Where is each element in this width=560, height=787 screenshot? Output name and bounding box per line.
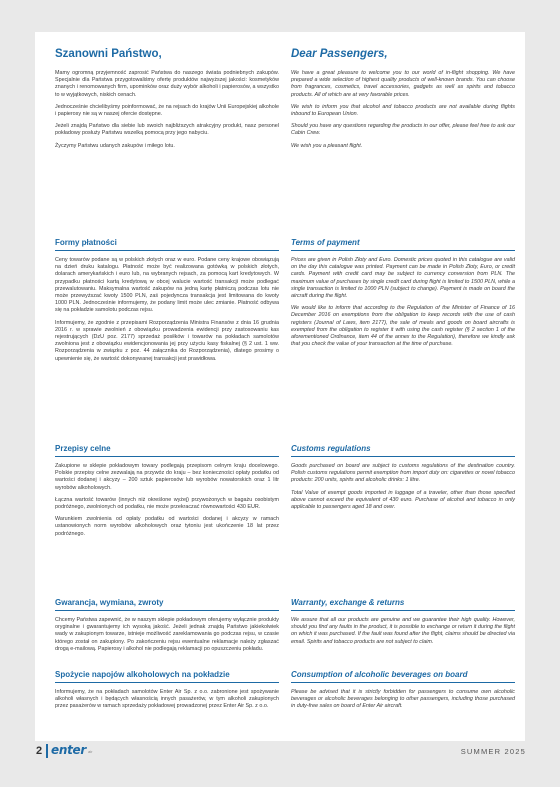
section-paragraph: Total Value of exempt goods imported in luggage of a traveler, other than those specified above cannot exceed the equivalent of 430 euro. Purchase of alcohol and tobacco in only applicable to passengers aged 18 and over. bbox=[291, 489, 515, 511]
section-paragraph: Zakupione w sklepie pokładowym towary podlegają przepisom celnym kraju docelowego. Polskie przepisy celne zezwalają na przywóz do kraju – bez konieczności opłaty podatku od wartości dodanej i akcyzy – 200 sztuk papierosów lub wyrobów nowatorskich oraz 1 litr wyrobów alkoholowych. bbox=[55, 463, 279, 491]
english-alcohol-section bbox=[291, 670, 515, 716]
polish-customs-section bbox=[55, 444, 279, 543]
polish-intro-paragraph: Jednocześnie chcielibyśmy poinformować, że na rejsach do krajów Unii Europejskiej alkohole i papierosy nie są w naszej ofercie dostępne. bbox=[55, 103, 279, 118]
polish-intro-paragraph: Jeżeli znajdą Państwo dla siebie lub swoich najbliższych atrakcyjny produkt, nasz personel pokładowy posłuży Państwu wszelką pomocą przy jego nabyciu. bbox=[55, 123, 279, 137]
page-number: 2 bbox=[36, 745, 43, 757]
section-paragraph: Warunkiem zwolnienia od opłaty podatku od wartości dodanej i akcyzy w ramach ustanowionych norm wyrobów alkoholowych oraz tytoniu jest ukończenie 18 lat przez podróżnego. bbox=[55, 516, 279, 537]
section-heading: Terms of payment bbox=[291, 238, 515, 251]
section-paragraph: Goods purchased on board are subject to customs regulations of the destination country. Polish customs regulations permit exemption from import duty on: cigarettes or novel tobacco products: 200 units, spirits and alcoholic drinks: 1 litre. bbox=[291, 463, 515, 484]
section-paragraph: Ceny towarów podane są w polskich złotych oraz w euro. Podane ceny krajowe obowiązują na dzień druku katalogu. Płatność może być realizowana gotówką w polskich złotych, dolarach amerykańskich i euro lub, na wybranych rejsach, za pomocą kart kredytowych. W przypadku płatności kartą kredytową w obcej walucie wartość transakcji może podlegać przewalutowaniu. Maksymalna wartość zakupów na jedną kartę płatniczą podczas lotu nie może przewyższać kwoty 1500 PLN, zaś pojedyncza transakcja jest limitowana do kwoty 1000 PLN. Jednocześnie informujemy, że podany limit może ulec zmianie. Płatność odbywa się na pokładzie samolotu podczas rejsu. bbox=[55, 257, 279, 314]
section-paragraph: We assure that all our products are genuine and we guarantee their high quality. However, should you find any faults in the product, it is possible to exchange or return it during the flight on which it was purchased. If the fault was found after the flight, claims should be directed via email. Spirits and tobacco products are not subject to claim. bbox=[291, 617, 515, 645]
section-heading: Customs regulations bbox=[291, 444, 515, 457]
page-footer bbox=[36, 744, 526, 760]
polish-payment-section bbox=[55, 238, 279, 368]
english-intro-paragraph: We have a great pleasure to welcome you to our world of in-flight shopping. We have prepared a wide selection of highest quality products of well-known brands. You can choose from fragrances, cosmetics, travel accessories, gadgets as well as spirits and tobacco products. All of which are at very favorable prices. bbox=[291, 70, 515, 98]
section-paragraph: Chcemy Państwa zapewnić, że w naszym sklepie pokładowym oferujemy wyłącznie produkty oryginalne i gwarantujemy ich wysoką jakość. Jeżeli jednak znajdą Państwo jakiekolwiek wady w zakupionym towarze, istnieje możliwość zareklamowania go podczas rejsu, w czasie którego został on zakupiony. Po zakończeniu rejsu ewentualne reklamacje należy zgłaszać drogą e-mailową. Papierosy i alkohol nie podlegają reklamacji po opuszczeniu pokładu. bbox=[55, 617, 279, 652]
polish-alcohol-section bbox=[55, 670, 279, 716]
polish-intro-paragraph: Życzymy Państwu udanych zakupów i miłego lotu. bbox=[55, 142, 175, 149]
section-heading: Gwarancja, wymiana, zwroty bbox=[55, 598, 279, 611]
english-payment-section bbox=[291, 238, 515, 353]
english-intro-paragraph: Should you have any questions regarding the products in our offer, please feel free to ask our Cabin Crew. bbox=[291, 123, 515, 137]
enter-air-logo-sub: air bbox=[88, 749, 93, 754]
polish-warranty-section bbox=[55, 598, 279, 658]
section-paragraph: Informujemy, że zgodnie z przepisami Rozporządzenia Ministra Finansów z dnia 16 grudnia 2016 r. w sprawie zwolnień z obowiązku prowadzenia ewidencji przy zastosowaniu kas rejestrujących (DzU poz. 2177) sprzedaż posiłków i towarów na pokładach samolotów zwolniona jest z obowiązku ewidencjonowania jej przy użyciu kasy fiskalnej (§ 2 ust. 1 ww. Rozporządzenia w związku z poz. 44 załącznika do Rozporządzenia), dlatego prosimy o upewnienie się, że wartość dokonywanej transakcji jest prawidłowa. bbox=[55, 319, 279, 362]
section-paragraph: Prices are given in Polish Złoty and Euro. Domestic prices quoted in this catalogue are valid on the day this catalogue was printed. Payment can be made in Polish Złoty, Euro, or credit cards. Payment with credit card may be subject to currency conversion from PLN. The maximum value of purchases by single credit card during flight is limited to 1500 PLN, while a single transaction is limited to 1000 PLN (subject to change). Payment is made on board the aircraft during the flight. bbox=[291, 257, 515, 300]
enter-air-logo: enter bbox=[51, 743, 86, 757]
english-warranty-section bbox=[291, 598, 515, 651]
section-heading: Formy płatności bbox=[55, 238, 279, 251]
english-customs-section bbox=[291, 444, 515, 516]
section-heading: Spożycie napojów alkoholowych na pokładzie bbox=[55, 670, 279, 683]
footer-divider bbox=[46, 744, 48, 758]
catalogue-page bbox=[35, 32, 525, 741]
section-heading: Warranty, exchange & returns bbox=[291, 598, 515, 611]
polish-column bbox=[55, 48, 279, 710]
polish-intro-paragraph: Mamy ogromną przyjemność zaprosić Państwa do naszego świata podniebnych zakupów. Specjalnie dla Państwa przygotowaliśmy ofertę produktów najwyższej jakości: kosmetyków znanych i renomowanych firm, upominków oraz duży wybór alkoholi i papierosów, a wszystko to w wyjątkowych, niskich cenach. bbox=[55, 70, 279, 98]
section-paragraph: Informujemy, że na pokładach samolotów Enter Air Sp. z o.o. zabronione jest spożywanie alkoholi własnych i będących własnością innych pasażerów, w tym alkoholi zakupionych przez pasażerów w ramach sprzedaży pokładowej prowadzonej przez Enter Air Sp. z o.o. bbox=[55, 689, 279, 710]
english-greeting-title: Dear Passengers, bbox=[291, 48, 388, 60]
english-intro-paragraph: We wish you a pleasant flight. bbox=[291, 142, 363, 149]
english-intro-paragraph: We wish to inform you that alcohol and tobacco products are not available during flights inbound to European Union. bbox=[291, 103, 515, 118]
polish-greeting-title: Szanowni Państwo, bbox=[55, 48, 162, 60]
edition-label: SUMMER 2025 bbox=[460, 747, 526, 756]
section-heading: Consumption of alcoholic beverages on board bbox=[291, 670, 515, 683]
section-paragraph: Łączna wartość towarów (innych niż określone wyżej) przywożonych w bagażu osobistym podróżnego, zwolnionych od podatku, nie może przekraczać równowartości 430 EUR. bbox=[55, 496, 279, 511]
section-heading: Przepisy celne bbox=[55, 444, 279, 457]
english-column bbox=[291, 48, 515, 710]
section-paragraph: We would like to inform that according to the Regulation of the Minister of Finance of 16 December 2016 on exemptions from the obligation to keep records with the use of cash registers (Journal of Laws, item 2177), the sale of meals and goods on board aircrafts is exempted from the obligation to register it with using the cash register (§ 2 section 1 of the aforementioned Ordinance, item 44 of the annex to the Regulation), therefore we kindly ask that you check the value of your transaction at the time of purchase. bbox=[291, 305, 515, 348]
section-paragraph: Please be advised that it is strictly forbidden for passengers to consume own alcoholic beverages or alcoholic beverages belonging to other passengers, including those purchased in duty-free sales on board of Enter Air aircraft. bbox=[291, 689, 515, 710]
